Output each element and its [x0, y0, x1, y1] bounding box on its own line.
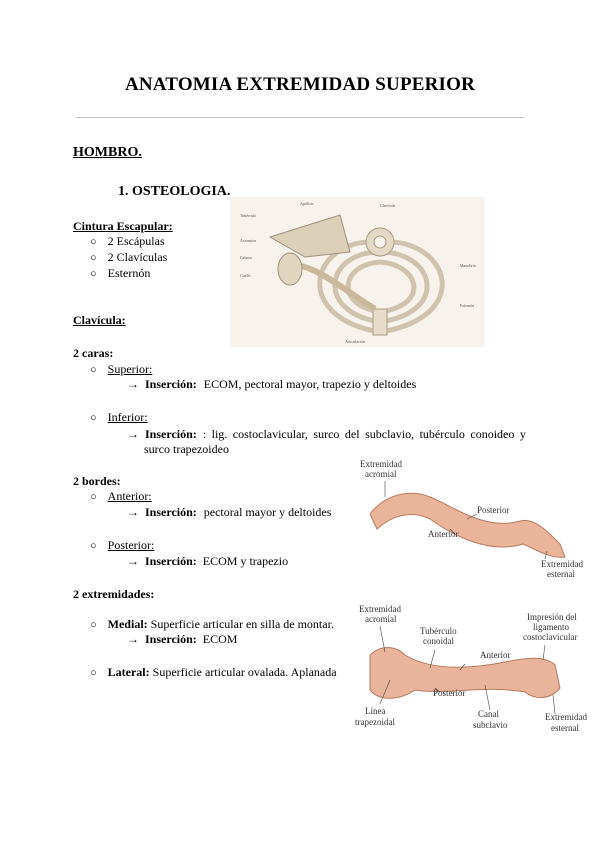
- section-heading: HOMBRO.: [73, 145, 142, 160]
- bullet-icon: ○: [90, 619, 97, 631]
- cintura-heading: Cintura Escapular:: [73, 219, 173, 233]
- label-costoclavicular: costoclavicular: [523, 632, 578, 642]
- list-item: [127, 505, 331, 520]
- list-item: [127, 427, 530, 442]
- lateral-label: Lateral:: [107, 665, 150, 679]
- svg-text:Articulación: Articulación: [345, 339, 365, 344]
- label-anterior: Anterior: [480, 650, 511, 660]
- anterior-label: Anterior:: [107, 489, 152, 503]
- svg-text:Manubrio: Manubrio: [460, 263, 476, 268]
- shoulder-girdle-figure: [230, 197, 485, 347]
- bullet-icon: ○: [90, 252, 97, 264]
- bullet-icon: ○: [90, 412, 97, 424]
- subsection-heading: 1. OSTEOLOGIA.: [118, 184, 231, 199]
- bordes-heading: 2 bordes:: [73, 474, 121, 488]
- svg-text:Clavícula: Clavícula: [380, 203, 396, 208]
- list-item: [90, 489, 152, 505]
- insercion-label: Inserción:: [145, 505, 197, 519]
- insercion-text: pectoral mayor y deltoides: [203, 505, 332, 519]
- arrow-icon: →: [127, 632, 139, 646]
- arrow-icon: →: [127, 505, 139, 519]
- svg-text:Líneatrapezoidal: [355, 706, 395, 727]
- insercion-text: ECOM, pectoral mayor, trapezio y deltoides: [203, 377, 417, 391]
- label-conoidal: conoidal: [423, 636, 454, 646]
- list-item: [90, 266, 150, 282]
- svg-text:Acromion: Acromion: [240, 238, 257, 243]
- svg-text:Apófisis: Apófisis: [300, 201, 314, 206]
- label-subclavio: subclavio: [473, 720, 508, 730]
- list-item-text: 2 Clavículas: [107, 250, 168, 264]
- label-extremidad-acromial: Extremidad: [360, 459, 402, 469]
- bullet-icon: ○: [90, 364, 97, 376]
- insercion-label: Inserción:: [145, 632, 197, 646]
- list-item: [90, 538, 154, 554]
- svg-text:Extremidadesternal: [545, 712, 587, 733]
- list-item: [90, 362, 152, 378]
- list-item: [90, 250, 167, 266]
- insercion-text: ECOM y trapezio: [202, 554, 289, 568]
- svg-text:Extremidadesternal: [541, 559, 583, 579]
- bullet-icon: ○: [90, 667, 97, 679]
- bullet-icon: ○: [90, 236, 97, 248]
- insercion-label: Inserción:: [145, 377, 197, 391]
- label-posterior: Posterior: [433, 688, 466, 698]
- label-impresion: Impresión del: [527, 612, 577, 622]
- list-item: [127, 377, 416, 392]
- label-extremidad-esternal: Extremidad: [545, 712, 587, 722]
- clavicle-figure-1: [355, 459, 583, 581]
- caras-heading: 2 caras:: [73, 346, 114, 360]
- svg-text:Tubérculoconoidal: [420, 626, 457, 646]
- label-trapezoidal: trapezoidal: [355, 717, 395, 727]
- title-divider: [76, 117, 524, 118]
- list-item: [90, 234, 165, 250]
- svg-text:Impresión delligamentocostocla: [523, 612, 577, 642]
- label-extremidad-esternal: Extremidad: [541, 559, 583, 569]
- label-anterior: Anterior: [428, 529, 459, 539]
- label-acromial: acromial: [365, 469, 397, 479]
- svg-text:Cabeza: Cabeza: [240, 255, 252, 260]
- insercion-text: : lig. costoclavicular, surco del subclavio, tubérculo conoideo y: [202, 427, 526, 441]
- insercion-text: ECOM: [202, 632, 238, 646]
- clavicle-figure-2: [345, 600, 585, 740]
- label-esternal: esternal: [547, 569, 575, 579]
- lateral-text: Superficie articular ovalada. Aplanada: [152, 665, 337, 679]
- inferior-label: Inferior:: [107, 410, 148, 424]
- list-item: [127, 554, 288, 569]
- svg-text:Cuello: Cuello: [240, 273, 251, 278]
- arrow-icon: →: [127, 377, 139, 391]
- medial-label: Medial:: [107, 617, 148, 631]
- bullet-icon: ○: [90, 491, 97, 503]
- svg-text:Tubérculo: Tubérculo: [240, 213, 257, 218]
- label-canal: Canal: [478, 709, 499, 719]
- list-item: [90, 617, 334, 633]
- list-item-text: 2 Escápulas: [107, 234, 165, 248]
- bullet-icon: ○: [90, 540, 97, 552]
- insercion-label: Inserción:: [145, 427, 197, 441]
- list-item: [90, 410, 148, 426]
- label-acromial: acromial: [365, 614, 397, 624]
- svg-text:Canalsubclavio: [473, 709, 508, 730]
- arrow-icon: →: [127, 554, 139, 568]
- insercion-text-cont: surco trapezoideo: [144, 442, 229, 456]
- list-item: [90, 665, 337, 681]
- arrow-icon: →: [127, 427, 139, 441]
- label-posterior: Posterior: [477, 505, 510, 515]
- insercion-label: Inserción:: [145, 554, 197, 568]
- list-item-text: Esternón: [107, 266, 151, 280]
- superior-label: Superior:: [107, 362, 153, 376]
- svg-text:Extremidadacromial: [360, 459, 402, 479]
- posterior-label: Posterior:: [107, 538, 155, 552]
- svg-text:Extremidadacromial: [359, 604, 401, 624]
- svg-text:Esternón: Esternón: [460, 303, 475, 308]
- extremidades-heading: 2 extremidades:: [73, 587, 155, 601]
- label-esternal: esternal: [551, 723, 579, 733]
- label-tuberculo: Tubérculo: [420, 626, 457, 636]
- list-item: [127, 632, 237, 647]
- label-extremidad-acromial: Extremidad: [359, 604, 401, 614]
- clavicula-heading: Clavícula:: [73, 313, 126, 327]
- bullet-icon: ○: [90, 268, 97, 280]
- page-title: ANATOMIA EXTREMIDAD SUPERIOR: [124, 74, 476, 95]
- medial-text: Superficie articular en silla de montar.: [150, 617, 334, 631]
- label-linea: Línea: [365, 706, 386, 716]
- label-ligamento: ligamento: [533, 622, 569, 632]
